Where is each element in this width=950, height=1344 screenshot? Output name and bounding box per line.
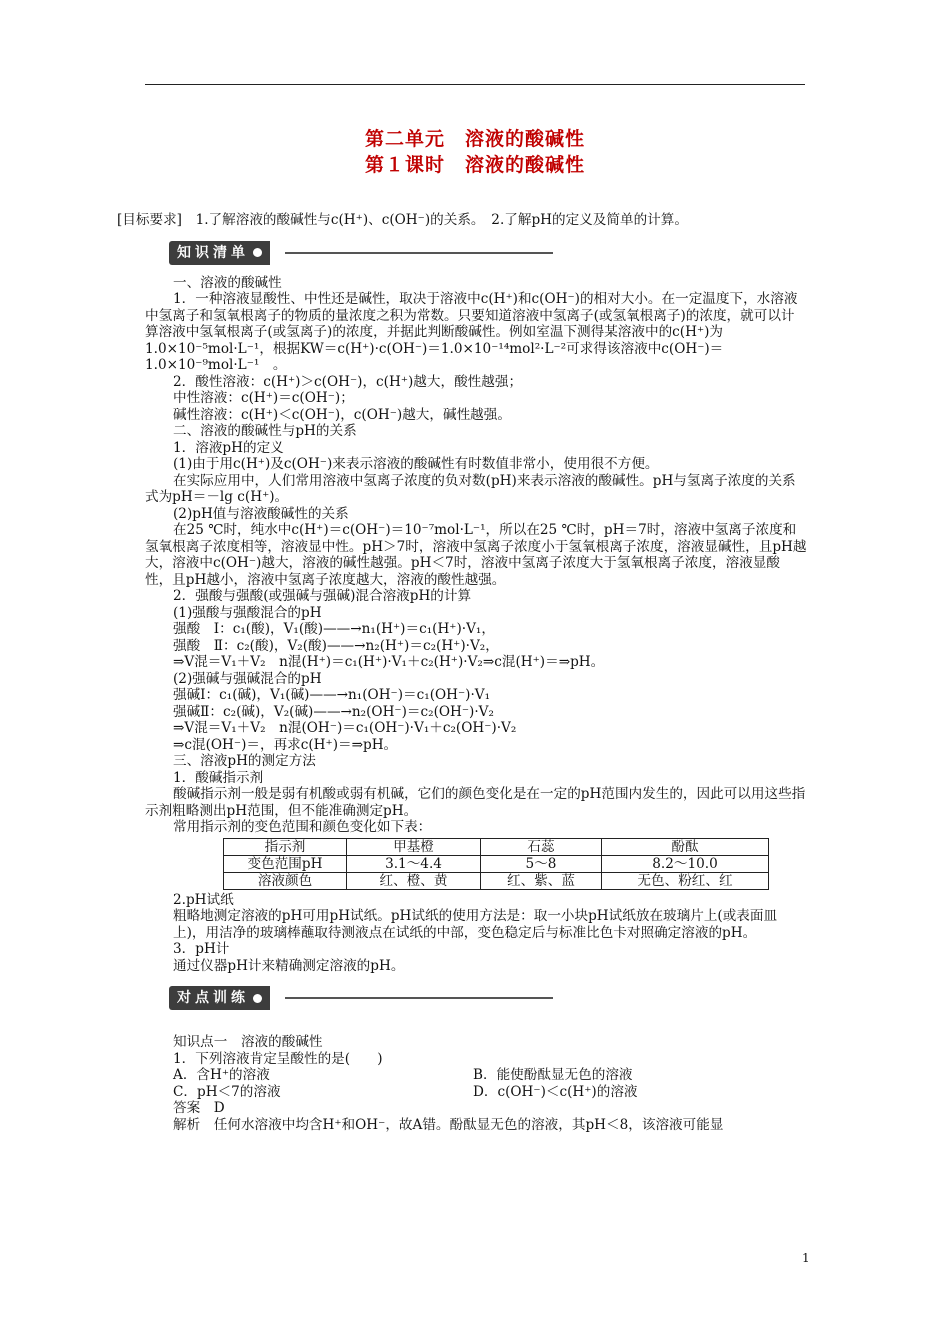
table-cell: 红、橙、黄 xyxy=(347,872,481,889)
s2-p4: (2)pH值与溶液酸碱性的关系 xyxy=(173,505,349,522)
s2-p6: 2．强酸与强酸(或强碱与强碱)混合溶液pH的计算 xyxy=(173,588,472,604)
knowledge-point-1: 知识点一 溶液的酸碱性 xyxy=(173,1034,323,1050)
table-cell: 溶液颜色 xyxy=(224,872,347,889)
section-3-heading: 三、溶液pH的测定方法 xyxy=(173,753,316,769)
s2-p14: ⇒V混＝V₁＋V₂ n混(OH⁻)＝c₁(OH⁻)·V₁＋c₂(OH⁻)·V₂ xyxy=(173,720,517,736)
top-rule xyxy=(145,84,805,85)
table-header-cell: 石蕊 xyxy=(481,838,602,855)
s3-p2: 酸碱指示剂一般是弱有机酸或弱有机碱，它们的颜色变化是在一定的pH范围内发生的，因此可以用这些指示剂粗略测出pH范围，但不能准确测定pH。 xyxy=(145,786,806,819)
s2-p15: ⇒c混(OH⁻)＝，再求c(H⁺)＝⇒pH。 xyxy=(173,736,398,753)
s2-p10: ⇒V混＝V₁＋V₂ n混(H⁺)＝c₁(H⁺)·V₁＋c₂(H⁺)·V₂⇒c混(H⁺)＝⇒pH。 xyxy=(173,654,605,670)
table-header-cell: 指示剂 xyxy=(224,838,347,855)
knowledge-banner xyxy=(169,241,807,271)
explanation: 解析 任何水溶液中均含H⁺和OH⁻，故A错。酚酞显无色的溶液，其pH＜8，该溶液可能显 xyxy=(173,1116,724,1133)
s2-p13: 强碱Ⅱ：c₂(碱)，V₂(碱)——→n₂(OH⁻)＝c₂(OH⁻)·V₂ xyxy=(173,703,494,720)
knowledge-section xyxy=(145,275,807,975)
page-number: 1 xyxy=(802,1251,810,1265)
table-header-row xyxy=(224,838,769,855)
document-body xyxy=(117,212,807,1133)
s1-basic: 碱性溶液：c(H⁺)＜c(OH⁻)，c(OH⁻)越大，碱性越强。 xyxy=(173,406,511,423)
option-b: B．能使酚酞显无色的溶液 xyxy=(473,1067,633,1083)
practice-banner-label: 对点训练 xyxy=(169,986,270,1010)
practice-banner xyxy=(169,986,807,1016)
section-2-heading: 二、溶液的酸碱性与pH的关系 xyxy=(173,423,357,439)
objectives: [目标要求] 1.了解溶液的酸碱性与c(H⁺)、c(OH⁻)的关系。 2.了解pH的定义及简单的计算。 xyxy=(117,212,688,228)
s3-p7: 通过仪器pH计来精确测定溶液的pH。 xyxy=(173,957,405,974)
bullet-dot-icon xyxy=(253,994,262,1003)
banner-rule xyxy=(285,252,553,254)
banner-rule xyxy=(285,997,553,999)
practice-section xyxy=(145,1034,807,1133)
lesson-title: 第１课时 溶液的酸碱性 xyxy=(364,154,585,176)
s1-acidic: 2．酸性溶液：c(H⁺)＞c(OH⁻)，c(H⁺)越大，酸性越强； xyxy=(173,373,523,390)
table-cell: 红、紫、蓝 xyxy=(481,872,602,889)
s2-p5: 在25 ℃时，纯水中c(H⁺)＝c(OH⁻)＝10⁻⁷mol·L⁻¹，所以在25 ℃时，pH＝7时，溶液中氢离子浓度和氢氧根离子浓度相等，溶液显中性。pH＞7时，溶液中氢离子浓度小于氢氧根离子浓度，溶液显碱性，且pH越大，溶液中c(OH⁻)越大，溶液的碱性越强。pH＜7时，溶液中氢离子浓度大于氢氧根离子浓度，溶液显酸性，且pH越小，溶液中氢离子浓度越大，溶液的酸性越强。 xyxy=(145,522,807,588)
s1-paragraph-1: 1．一种溶液显酸性、中性还是碱性，取决于溶液中c(H⁺)和c(OH⁻)的相对大小。在一定温度下，水溶液中氢离子和氢氧根离子的物质的量浓度之积为常数。只要知道溶液中氢离子(或氢氧根离子)的浓度，就可以计算溶液中氢氧根离子(或氢离子)的浓度，并据此判断酸碱性。例如室温下测得某溶液中的c(H⁺)为1.0×10⁻⁵mol·L⁻¹，根据KW＝c(H⁺)·c(OH⁻)＝1.0×10⁻¹⁴mol²·L⁻²可求得该溶液中c(OH⁻)＝1.0×10⁻⁹mol·L⁻¹ 。 xyxy=(145,291,798,373)
s3-p5: 粗略地测定溶液的pH可用pH试纸。pH试纸的使用方法是：取一小块pH试纸放在玻璃片上(或表面皿上)，用洁净的玻璃棒蘸取待测液点在试纸的中部，变色稳定后与标准比色卡对照确定溶液的pH。 xyxy=(173,908,778,941)
table-cell: 变色范围pH xyxy=(224,855,347,872)
table-header-cell: 甲基橙 xyxy=(347,838,481,855)
option-c: C．pH＜7的溶液 xyxy=(173,1083,281,1100)
knowledge-banner-label: 知识清单 xyxy=(169,241,270,265)
unit-title: 第二单元 溶液的酸碱性 xyxy=(364,128,585,150)
table-header-cell: 酚酞 xyxy=(602,838,769,855)
s2-p3: 在实际应用中，人们常用溶液中氢离子浓度的负对数(pH)来表示溶液的酸碱性。pH与氢离子浓度的关系式为pH＝－lg c(H⁺)。 xyxy=(145,472,796,505)
options-row-2 xyxy=(173,1084,807,1101)
option-a: A．含H⁺的溶液 xyxy=(173,1067,270,1083)
s3-p1: 1．酸碱指示剂 xyxy=(173,769,264,786)
s2-p11: (2)强碱与强碱混合的pH xyxy=(173,670,322,687)
s3-p6: 3．pH计 xyxy=(173,941,230,957)
s2-p8: 强酸 Ⅰ：c₁(酸)，V₁(酸)——→n₁(H⁺)＝c₁(H⁺)·V₁， xyxy=(173,621,495,637)
section-1-heading: 一、溶液的酸碱性 xyxy=(173,274,282,291)
s2-p9: 强酸 Ⅱ：c₂(酸)，V₂(酸)——→n₂(H⁺)＝c₂(H⁺)·V₂， xyxy=(173,637,499,654)
table-cell: 8.2～10.0 xyxy=(602,855,769,872)
s2-p7: (1)强酸与强酸混合的pH xyxy=(173,604,322,621)
option-d: D．c(OH⁻)＜c(H⁺)的溶液 xyxy=(473,1083,638,1100)
indicator-table xyxy=(223,838,769,890)
s2-p1: 1．溶液pH的定义 xyxy=(173,439,284,456)
s2-p2: (1)由于用c(H⁺)及c(OH⁻)来表示溶液的酸碱性有时数值非常小，使用很不方便。 xyxy=(173,456,659,472)
s2-p12: 强碱Ⅰ：c₁(碱)，V₁(碱)——→n₁(OH⁻)＝c₁(OH⁻)·V₁ xyxy=(173,687,491,703)
table-row xyxy=(224,872,769,889)
table-row xyxy=(224,855,769,872)
bullet-dot-icon xyxy=(253,248,262,257)
s3-p3: 常用指示剂的变色范围和颜色变化如下表： xyxy=(173,819,432,835)
answer: 答案 D xyxy=(173,1100,225,1116)
s1-neutral: 中性溶液：c(H⁺)＝c(OH⁻)； xyxy=(173,390,354,406)
table-cell: 5～8 xyxy=(481,855,602,872)
table-cell: 3.1～4.4 xyxy=(347,855,481,872)
table-cell: 无色、粉红、红 xyxy=(602,872,769,889)
options-row-1 xyxy=(173,1067,807,1084)
s3-p4: 2.pH试纸 xyxy=(173,891,234,908)
question-1: 1．下列溶液肯定呈酸性的是( ) xyxy=(173,1050,383,1067)
